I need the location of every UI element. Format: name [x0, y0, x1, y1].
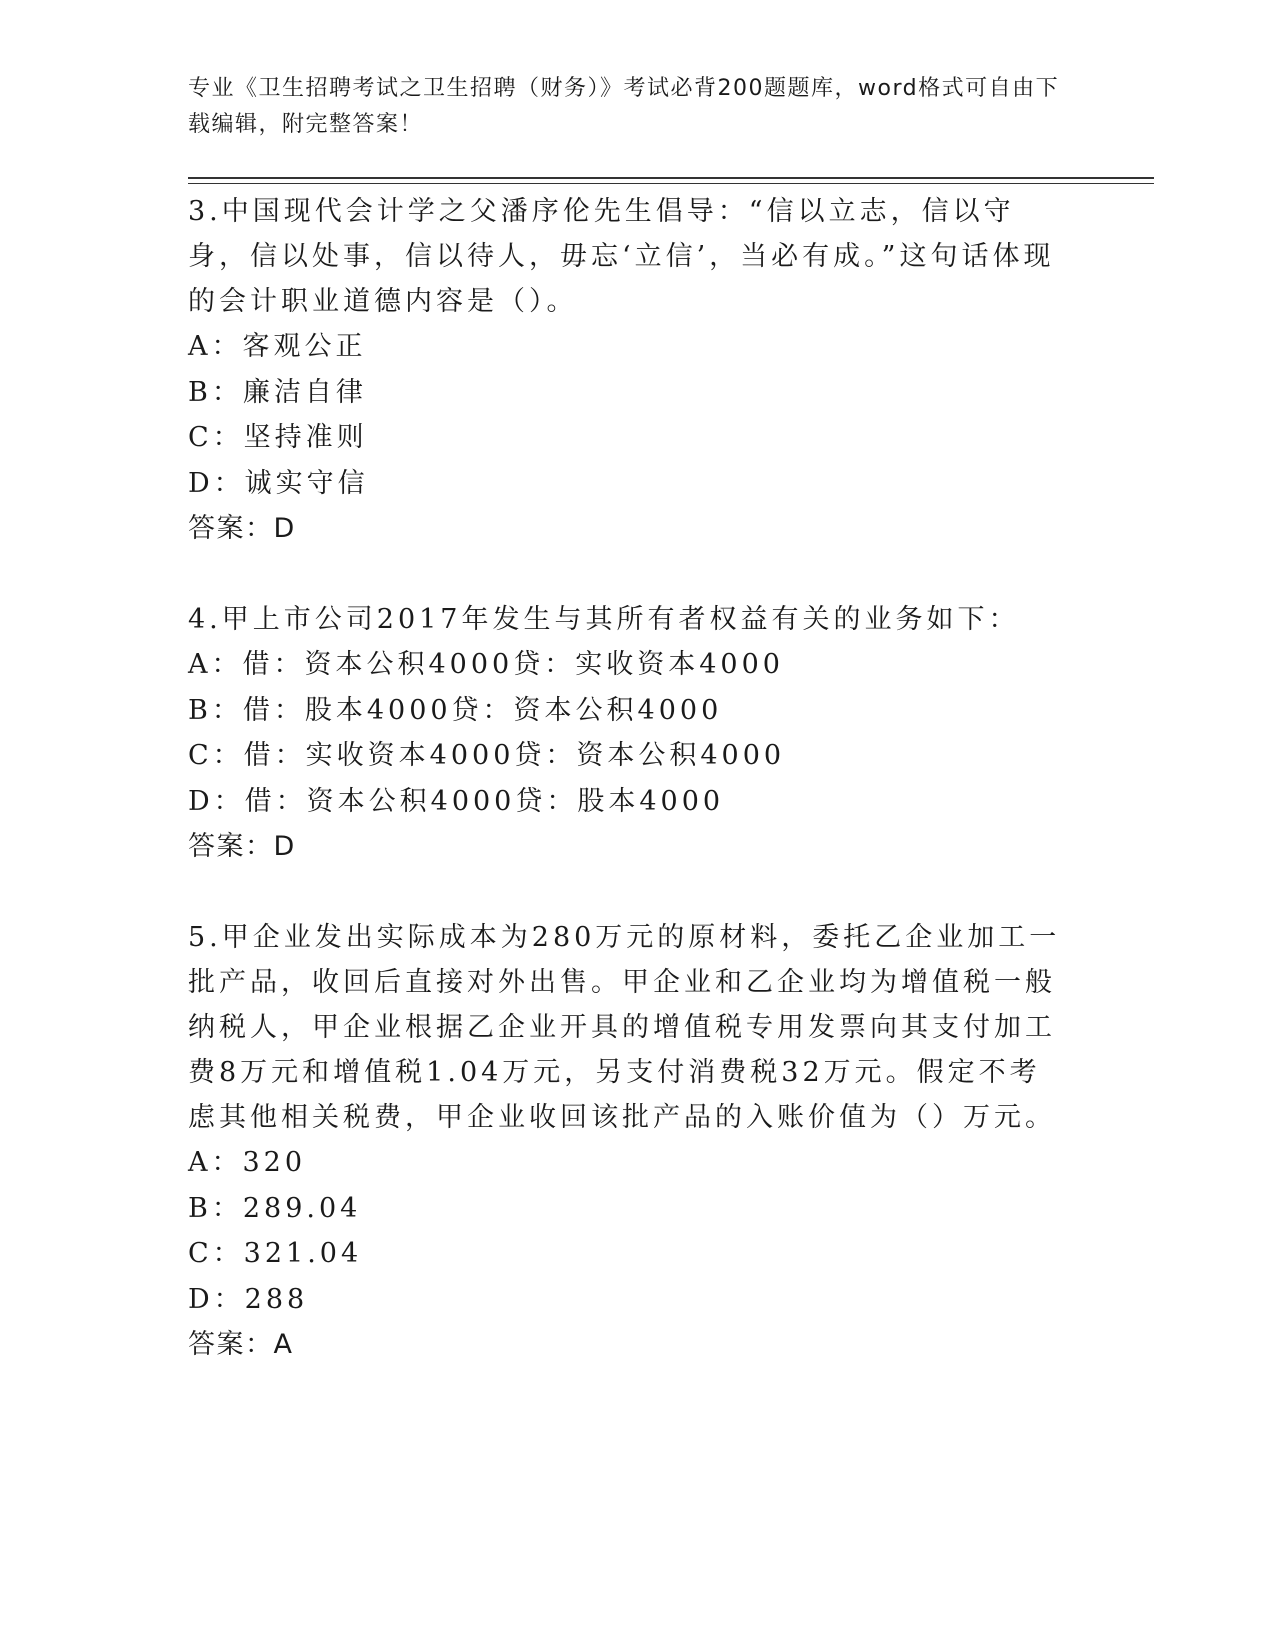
answer: 答案：A	[188, 1329, 294, 1360]
question-stem: 5.甲企业发出实际成本为280万元的原材料，委托乙企业加工一批产品，收回后直接对外出售。甲企业和乙企业均为增值税一般纳税人，甲企业根据乙企业开具的增值税专用发票向其支付加工费8万元和增值税1.04万元，另支付消费税32万元。假定不考虑其他相关税费，甲企业收回该批产品的入账价值为（）万元。	[188, 922, 1061, 1133]
question-list	[188, 189, 1068, 1368]
option-b: B：289.04	[188, 1192, 362, 1224]
question-5	[188, 915, 1068, 1368]
option-a: A：借：资本公积4000贷：实收资本4000	[188, 649, 784, 680]
option-a: A：客观公正	[188, 331, 367, 362]
option-d: D：借：资本公积4000贷：股本4000	[188, 785, 725, 817]
question-3	[188, 189, 1068, 552]
answer: 答案：D	[188, 831, 296, 862]
question-stem: 3.中国现代会计学之父潘序伦先生倡导：“信以立志，信以守身，信以处事，信以待人，毋忘‘立信’，当必有成。”这句话体现的会计职业道德内容是（）。	[188, 196, 1055, 317]
option-a: A：320	[188, 1147, 307, 1178]
question-4	[188, 597, 1068, 870]
header-intro: 专业《卫生招聘考试之卫生招聘（财务）》考试必背200题题库，word格式可自由下载编辑，附完整答案！	[188, 76, 1060, 137]
option-c: C：321.04	[188, 1238, 363, 1269]
question-gap	[188, 552, 1068, 597]
answer: 答案：D	[188, 513, 296, 544]
option-c: C：借：实收资本4000贷：资本公积4000	[188, 740, 786, 771]
option-b: B：廉洁自律	[188, 376, 367, 408]
question-gap	[188, 870, 1068, 915]
option-d: D：诚实守信	[188, 467, 369, 499]
option-d: D：288	[188, 1283, 309, 1315]
option-c: C：坚持准则	[188, 422, 368, 453]
option-b: B：借：股本4000贷：资本公积4000	[188, 694, 723, 726]
header-rule-thin	[188, 183, 1154, 184]
question-stem: 4.甲上市公司2017年发生与其所有者权益有关的业务如下：	[188, 604, 1020, 635]
header-rule-thick	[188, 177, 1154, 179]
